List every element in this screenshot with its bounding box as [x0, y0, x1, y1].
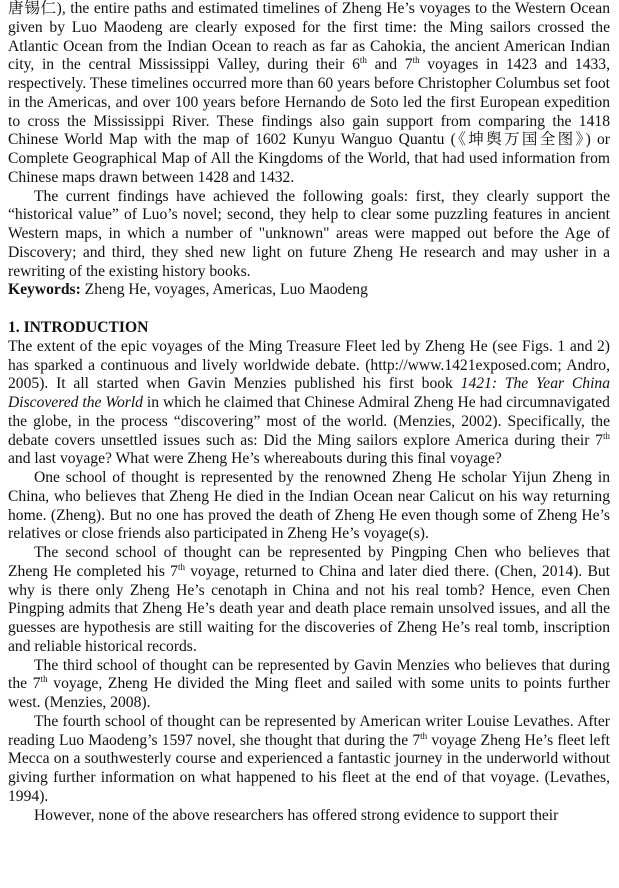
- superscript: th: [420, 730, 428, 741]
- text-run: The third school of thought can be represented by Gavin Menzies who believes that during the 7: [8, 656, 610, 693]
- text-run: The fourth school of thought can be represented by American writer Louise Levathes. After reading Luo Maodeng’s 1597 novel, she thought that during the 7: [8, 712, 610, 749]
- abstract-paragraph-1: [8, 0, 610, 188]
- text-run: voyage Zheng He’s fleet left Mecca on a southwesterly course and experienced a fantastic journey in the underworld without giving further information on what happened to his fleet at the end of that voyage. (Levathes, 1994).: [8, 731, 610, 805]
- superscript: th: [359, 55, 367, 66]
- superscript: th: [40, 674, 48, 685]
- keywords-line: [8, 281, 610, 300]
- text-run: voyage, returned to China and later died there. (Chen, 2014). But why is there only Zheng He’s cenotaph in China and not his real tomb? Hence, even Chen Pingping admits that Zheng He’s death year and death place remain unsolved issues, and all the guesses are hypothesis are still waiting for the discoveries of Zheng He’s real tomb, inscription and reliable historical records.: [8, 562, 610, 655]
- keywords-list: Zheng He, voyages, Americas, Luo Maodeng: [80, 281, 368, 299]
- superscript: th: [412, 55, 420, 66]
- text-run: voyage, Zheng He divided the Ming fleet and sailed with some units to points further west. (Menzies, 2008).: [8, 675, 610, 711]
- superscript: th: [177, 561, 185, 572]
- intro-paragraph-2: One school of thought is represented by the renowned Zheng He scholar Yijun Zheng in China, who believes that Zheng He died in the Indian Ocean near Calicut on his way returning home. (Zheng). But no one has proved the death of Zheng He even though some of Zheng He’s relatives or close friends also participated in Zheng He’s voyage(s).: [8, 469, 610, 543]
- paper-page: [8, 0, 610, 825]
- text-run: and 7: [366, 56, 413, 74]
- intro-paragraph-6: However, none of the above researchers has offered strong evidence to support their: [34, 806, 559, 824]
- text-run: 唐锡仁), the entire paths and estimated timelines of Zheng He’s voyages to the Western Ocean given by Luo Maodeng are clearly exposed for the first time: the Ming sailors crossed the Atlantic Ocean from the Indian Ocean to reach as far as Cahokia, the ancient American Indian city, in the central Mississippi Valley, during their 6: [8, 0, 610, 74]
- abstract-paragraph-2: The current findings have achieved the following goals: first, they clearly support the “historical value” of Luo’s novel; second, they help to clear some puzzling features in ancient Western maps, in which a number of "unknown" areas were mapped out before the Age of Discovery; and third, they shed new light on future Zheng He research and may usher in a rewriting of the existing history books.: [8, 187, 610, 280]
- text-run: voyages in 1423 and 1433, respectively. These timelines occurred more than 60 years before Christopher Columbus set foot in the Americas, and over 100 years before Hernando de Soto led the first European expedition to cross the Mississippi River. These findings also gain support from comparing the 1418 Chinese World Map with the map of 1602 Kunyu Wanguo Quantu (《坤舆万国全图》) or Complete Geographical Map of All the Kingdoms of the World, that had used information from Chinese maps drawn between 1428 and 1432.: [8, 56, 610, 186]
- text-run: The second school of thought can be represented by Pingping Chen who believes that Zheng He completed his 7: [8, 544, 610, 580]
- superscript: th: [602, 430, 610, 441]
- intro-paragraph-1: [8, 338, 610, 469]
- intro-paragraph-4: [8, 657, 610, 713]
- text-run: and last voyage? What were Zheng He’s whereabouts during this final voyage?: [8, 450, 502, 468]
- intro-paragraph-5: [8, 713, 610, 807]
- keywords-label: Keywords:: [8, 281, 81, 299]
- section-heading-introduction: 1. INTRODUCTION: [8, 319, 149, 336]
- text-run: in which he claimed that Chinese Admiral Zheng He had circumnavigated the globe, in the process “discovering” most of the world. (Menzies, 2002). Specifically, the debate covers unsettled issues such as: Did the Ming sailors explore America during their 7: [8, 394, 610, 449]
- text-run: The extent of the epic voyages of the Ming Treasure Fleet led by Zheng He (see Figs. 1 and 2) has sparked a continuous and lively worldwide debate. (http://www.1421exposed.com; Andro, 2005). It all started when Gavin Menzies published his first book: [8, 337, 610, 393]
- intro-paragraph-3: [8, 544, 610, 657]
- book-title: 1421: The Year China Discovered the World: [8, 375, 610, 411]
